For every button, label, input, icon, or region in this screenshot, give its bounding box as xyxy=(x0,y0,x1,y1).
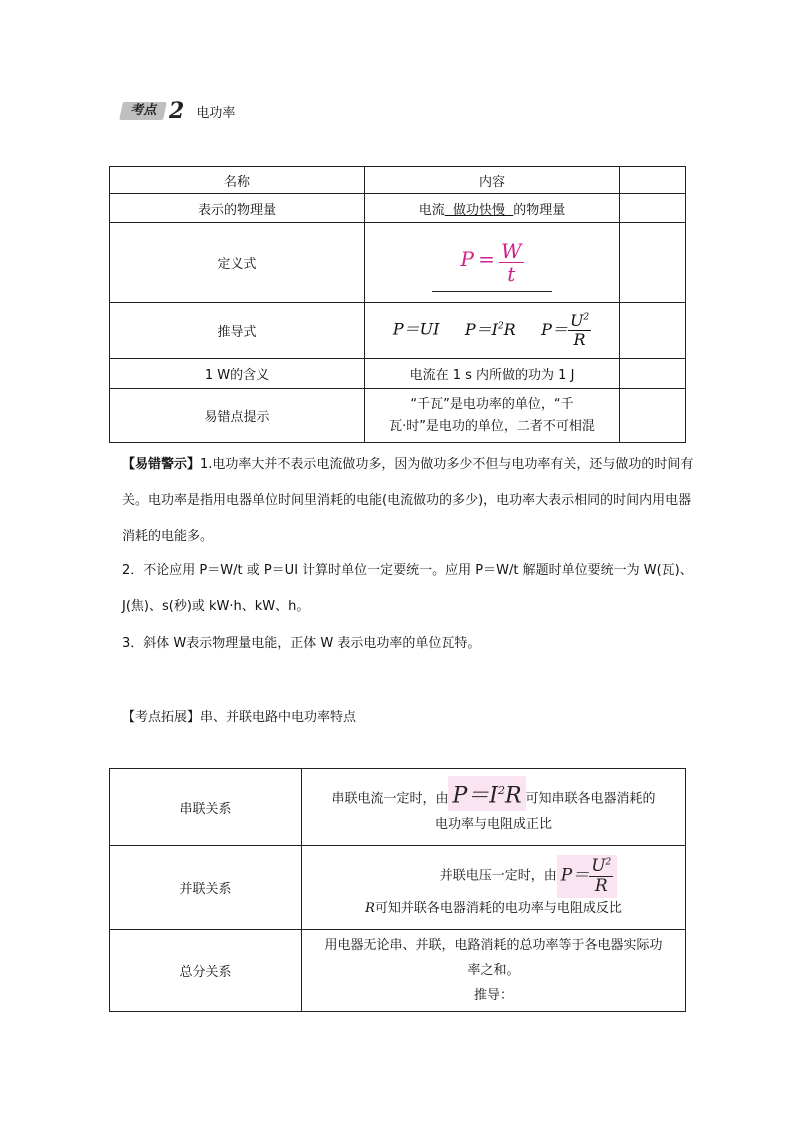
total-line: 率之和。 xyxy=(467,963,520,978)
tip-line: “千瓦”是电功率的单位，“千 xyxy=(410,396,574,412)
numerator xyxy=(589,857,613,877)
extension-title: 串、并联电路中电功率特点 xyxy=(200,710,357,725)
extension-heading xyxy=(122,700,702,736)
answer-blank xyxy=(445,203,514,218)
section-tag: 考点 xyxy=(119,102,167,120)
section-header xyxy=(121,98,236,124)
numerator xyxy=(568,312,591,331)
cell-content xyxy=(365,223,620,303)
formula-var: P xyxy=(460,246,474,271)
text: 可知串联各电器消耗的 xyxy=(525,791,656,807)
table-row xyxy=(110,769,686,846)
cell-name: 串联关系 xyxy=(110,769,302,846)
table-row xyxy=(110,167,686,194)
superscript: 2 xyxy=(497,321,504,332)
total-line: 用电器无论串、并联，电路消耗的总功率等于各电器实际功 xyxy=(324,938,663,953)
text: 电流 xyxy=(418,202,445,218)
cell-content xyxy=(302,846,686,930)
formula-text: P＝I xyxy=(464,320,498,339)
cell-content xyxy=(302,769,686,846)
extension-label: 【考点拓展】 xyxy=(122,710,201,725)
denominator: R xyxy=(573,330,586,349)
denominator: t xyxy=(507,261,516,286)
text: 的物理量 xyxy=(513,202,566,218)
table-row xyxy=(110,359,686,389)
parallel-line2 xyxy=(302,898,685,920)
total-line: 推导： xyxy=(473,988,513,1003)
warning-text: 1.电功率大并不表示电流做功多，因为做功多少不但与电功率有关，还与做功的时间有关。电功率是指用电器单位时间里消耗的电能(电流做功的多少)，电功率大表示相同的时间内用电器消耗的电能多。 xyxy=(122,457,694,544)
formula-text: P＝I xyxy=(452,783,498,809)
superscript: 2 xyxy=(583,313,590,324)
cell-name: 推导式 xyxy=(110,303,365,359)
table-row xyxy=(110,194,686,223)
formula-text: U xyxy=(591,856,606,877)
cell-name: 1 W的含义 xyxy=(110,359,365,389)
formula-fraction xyxy=(499,240,524,285)
section-title: 电功率 xyxy=(196,105,236,121)
formula-text: P＝ xyxy=(560,866,590,886)
table-row xyxy=(110,303,686,359)
cell-name: 表示的物理量 xyxy=(110,194,365,223)
formula-text: R xyxy=(504,783,522,809)
formula-text: U xyxy=(569,311,584,331)
cell-name: 易错点提示 xyxy=(110,389,365,443)
warning-paragraph-1 xyxy=(122,447,702,555)
empty-cell xyxy=(620,194,686,223)
answer-text: 做功快慢 xyxy=(452,202,505,218)
circuit-table xyxy=(109,768,686,1012)
formula-fraction xyxy=(568,312,591,348)
empty-cell xyxy=(620,303,686,359)
superscript: 2 xyxy=(605,857,612,868)
text: 并联电压一定时，由 xyxy=(439,869,557,884)
superscript: 2 xyxy=(497,783,505,797)
formula-eq: = xyxy=(478,246,495,271)
section-number: 2 xyxy=(169,98,185,124)
cell-content xyxy=(365,389,620,443)
warning-paragraph-3: 3．斜体 W表示物理量电能，正体 W 表示电功率的单位瓦特。 xyxy=(122,636,481,651)
power-table xyxy=(109,166,686,443)
header-name: 名称 xyxy=(110,167,365,194)
text: 串联电流一定时，由 xyxy=(331,791,449,807)
warning-paragraph-2: 2．不论应用 P＝W/t 或 P＝UI 计算时单位一定要统一。应用 P＝W/t 解题时单位要统一为 W(瓦)、J(焦)、s(秒)或 kW·h、kW、h。 xyxy=(122,563,693,614)
empty-cell xyxy=(620,223,686,303)
formula-text: P＝ xyxy=(541,320,568,339)
table-row xyxy=(110,930,686,1012)
table-row xyxy=(110,846,686,930)
definition-formula xyxy=(432,240,551,292)
formula-text: R xyxy=(503,320,516,339)
parallel-line1 xyxy=(302,855,685,897)
cell-content xyxy=(365,303,620,359)
table-row xyxy=(110,389,686,443)
cell-content: 电流在 1 s 内所做的功为 1 J xyxy=(365,359,620,389)
formula-1: P＝UI xyxy=(392,320,440,339)
series-formula xyxy=(448,776,525,811)
empty-cell xyxy=(620,359,686,389)
denominator: R xyxy=(594,876,608,896)
series-line1 xyxy=(302,776,685,812)
table-row xyxy=(110,223,686,303)
tip-line: 瓦·时”是电功的单位，二者不可相混 xyxy=(389,418,595,434)
cell-name: 总分关系 xyxy=(110,930,302,1012)
numerator: W xyxy=(500,238,522,263)
cell-content xyxy=(365,194,620,223)
formula-fraction xyxy=(589,857,613,895)
text: 可知并联各电器消耗的电功率与电阻成反比 xyxy=(374,900,622,916)
cell-name: 并联关系 xyxy=(110,846,302,930)
empty-cell xyxy=(620,389,686,443)
formula-2 xyxy=(465,320,516,339)
text: R xyxy=(365,900,375,916)
empty-cell xyxy=(620,167,686,194)
header-content: 内容 xyxy=(365,167,620,194)
series-line2: 电功率与电阻成正比 xyxy=(434,817,552,833)
cell-content xyxy=(302,930,686,1012)
warning-label: 【易错警示】 xyxy=(122,457,201,472)
parallel-formula xyxy=(557,855,618,897)
formula-3 xyxy=(541,311,591,349)
cell-name: 定义式 xyxy=(110,223,365,303)
